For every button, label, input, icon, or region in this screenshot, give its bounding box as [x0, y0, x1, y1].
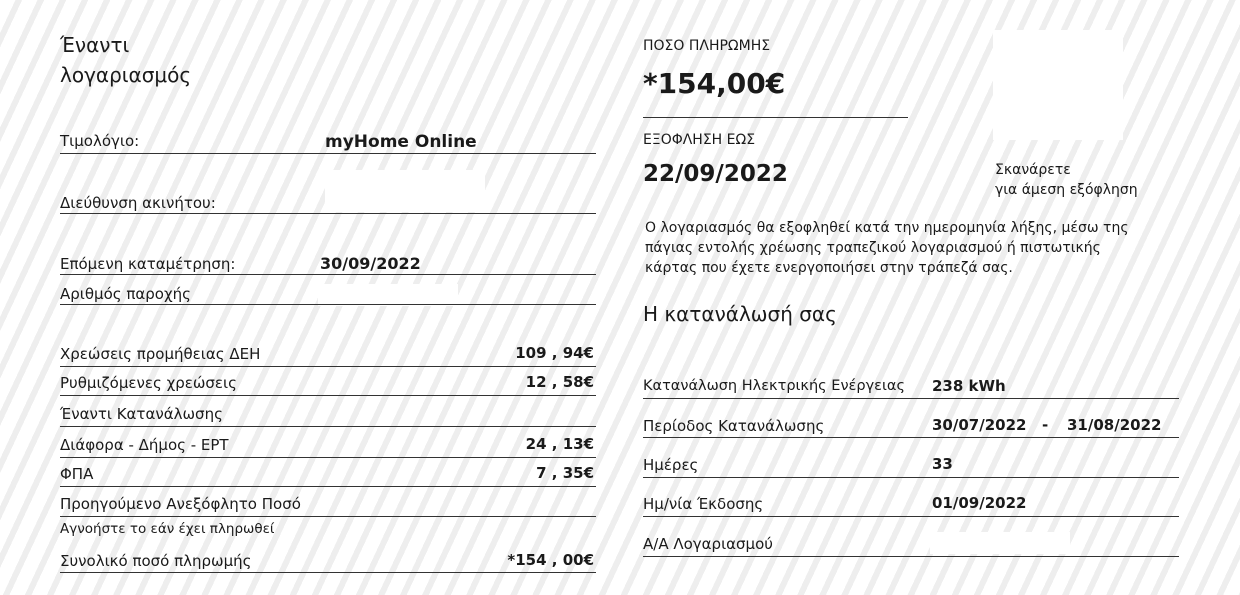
period-label: Περίοδος Κατανάλωσης	[643, 417, 825, 435]
due-value: 22/09/2022	[643, 161, 788, 187]
divider	[643, 117, 908, 118]
divider	[60, 274, 596, 275]
payment-note	[645, 218, 1129, 278]
divider	[643, 437, 1179, 438]
bill-title	[60, 30, 191, 90]
energy-value: 238 kWh	[932, 377, 1006, 395]
invoice-label: Τιμολόγιο:	[60, 132, 140, 150]
bill-title-line1: Έναντι	[60, 33, 130, 57]
payment-note-line3: κάρτας που έχετε ενεργοποιήσει στην τράπεζά σας.	[645, 260, 1013, 276]
divider	[60, 366, 596, 367]
days-label: Ημέρες	[643, 456, 699, 474]
consumption-title: Η κατανάλωσή σας	[643, 302, 837, 326]
redacted-qr-code	[993, 30, 1123, 140]
divider	[60, 486, 596, 487]
charge-value: 12 , 58€	[525, 373, 594, 391]
supply-number-label: Αριθμός παροχής	[60, 285, 191, 303]
redacted-address	[325, 170, 485, 212]
next-reading-value: 30/09/2022	[320, 254, 421, 273]
divider	[643, 556, 1179, 557]
divider	[60, 304, 596, 305]
total-value: *154 , 00€	[507, 551, 594, 569]
period-dash: -	[1042, 416, 1049, 434]
issue-date-value: 01/09/2022	[932, 494, 1027, 512]
divider	[643, 477, 1179, 478]
issue-date-label: Ημ/νία Έκδοσης	[643, 495, 764, 513]
charge-value: 109 , 94€	[515, 344, 594, 362]
divider	[60, 213, 596, 214]
charge-label: Έναντι Κατανάλωσης	[60, 405, 223, 423]
divider	[60, 572, 596, 573]
energy-label: Κατανάλωση Ηλεκτρικής Ενέργειας	[643, 378, 905, 394]
divider	[60, 153, 596, 154]
divider	[60, 426, 596, 427]
payment-note-line2: πάγιας εντολής χρέωσης τραπεζικού λογαριασμού ή πιστωτικής	[645, 240, 1101, 256]
payment-note-line1: Ο λογαριασμός θα εξοφληθεί κατά την ημερομηνία λήξης, μέσω της	[645, 220, 1129, 236]
charge-value: 7 , 35€	[536, 464, 594, 482]
ignore-note: Αγνοήστε το εάν έχει πληρωθεί	[60, 521, 275, 537]
charge-value: 24 , 13€	[525, 435, 594, 453]
qr-caption-line1: Σκανάρετε	[995, 162, 1071, 178]
next-reading-label: Επόμενη καταμέτρηση:	[60, 255, 236, 273]
divider	[643, 398, 1179, 399]
total-label: Συνολικό ποσό πληρωμής	[60, 552, 252, 570]
charge-label: ΦΠΑ	[60, 465, 94, 483]
invoice-value: myHome Online	[325, 132, 477, 152]
bill-title-line2: λογαριασμός	[60, 63, 192, 87]
due-label: ΕΞΟΦΛΗΣΗ ΕΩΣ	[643, 132, 756, 148]
qr-caption-line2: για άμεση εξόφληση	[995, 182, 1138, 198]
charge-label: Διάφορα - Δήμος - ΕΡΤ	[60, 436, 229, 454]
divider	[60, 516, 596, 517]
divider	[643, 516, 1179, 517]
address-label: Διεύθυνση ακινήτου:	[60, 194, 216, 212]
account-number-label: Α/Α Λογαριασμού	[643, 535, 773, 553]
redacted-account-number	[930, 532, 1070, 554]
days-value: 33	[932, 455, 953, 473]
divider	[60, 457, 596, 458]
period-from: 30/07/2022	[932, 416, 1027, 434]
payment-amount-value: *154,00€	[643, 67, 786, 100]
period-to: 31/08/2022	[1067, 416, 1162, 434]
payment-amount-label: ΠΟΣΟ ΠΛΗΡΩΜΗΣ	[643, 38, 771, 54]
charge-label: Χρεώσεις προμήθειας ΔΕΗ	[60, 345, 261, 363]
previous-unpaid-label: Προηγούμενο Ανεξόφλητο Ποσό	[60, 495, 301, 513]
charge-label: Ρυθμιζόμενες χρεώσεις	[60, 374, 237, 392]
divider	[60, 395, 596, 396]
redacted-supply-number	[318, 284, 458, 306]
